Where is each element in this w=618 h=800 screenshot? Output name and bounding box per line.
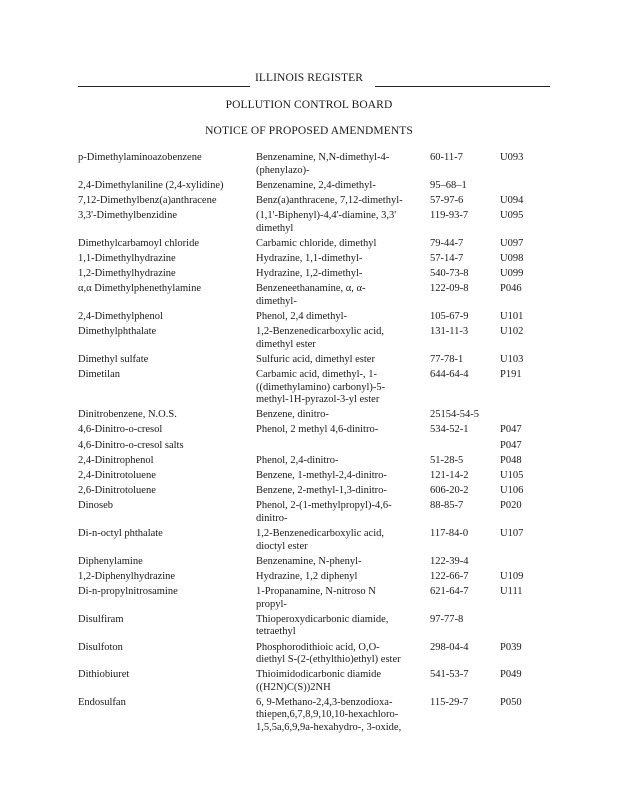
- synonym-line: Phenol, 2-(1-methylpropyl)-4,6-: [256, 500, 392, 512]
- notice-title: NOTICE OF PROPOSED AMENDMENTS: [205, 125, 413, 137]
- synonym-line: methyl-1H-pyrazol-3-yl ester: [256, 394, 380, 406]
- waste-code: U106: [500, 485, 524, 497]
- chemical-synonym: [256, 180, 428, 193]
- board-title: POLLUTION CONTROL BOARD: [225, 99, 393, 111]
- cas-number: 105-67-9: [430, 311, 469, 322]
- synonym-line: dimethyl: [256, 222, 294, 234]
- cas-number: 644-64-4: [430, 369, 469, 381]
- chemical-synonym: [256, 586, 428, 611]
- chemical-synonym: [256, 485, 428, 498]
- substance-name: Dimetilan: [78, 369, 120, 381]
- chemical-synonym: [256, 470, 428, 483]
- synonym-line: dimethyl ester: [256, 338, 316, 350]
- substance-name: 7,12-Dimethylbenz(a)anthracene: [78, 194, 217, 206]
- synonym-line: Benzenamine, N-phenyl-: [256, 555, 362, 567]
- cas-number: 115-29-7: [430, 696, 469, 708]
- cas-number: 122-09-8: [430, 283, 469, 295]
- chemical-synonym: [256, 424, 428, 437]
- synonym-line: 6, 9-Methano-2,4,3-benzodioxa-: [256, 696, 393, 708]
- table-row: [0, 455, 618, 470]
- table-row: [0, 485, 618, 500]
- cas-number: 541-53-7: [430, 669, 469, 681]
- chemical-synonym: [256, 354, 428, 367]
- substance-name: Di-n-octyl phthalate: [78, 528, 163, 540]
- substance-name: 2,4-Dinitrotoluene: [78, 470, 156, 481]
- synonym-line: dimethyl-: [256, 295, 297, 307]
- cas-number: 131-11-3: [430, 326, 469, 338]
- cas-number: 95–68–1: [430, 179, 467, 191]
- cas-number: 534-52-1: [430, 424, 469, 436]
- substance-name: 1,2-Dimethylhydrazine: [78, 268, 176, 280]
- chemical-synonym: [256, 369, 428, 407]
- table-row: [0, 268, 618, 283]
- table-row: [0, 369, 618, 409]
- synonym-line: 1,5,5a,6,9,9a-hexahydro-, 3-oxide,: [256, 721, 402, 733]
- chemical-synonym: [256, 210, 428, 235]
- substance-name: Endosulfan: [78, 696, 126, 708]
- waste-code: P050: [500, 696, 522, 708]
- waste-code: P020: [500, 500, 522, 512]
- synonym-line: propyl-: [256, 598, 287, 610]
- substance-name: 2,4-Dimethylaniline (2,4-xylidine): [78, 179, 224, 191]
- header-rule-left: [78, 86, 250, 87]
- table-row: [0, 311, 618, 326]
- chemical-synonym: [256, 642, 428, 667]
- table-row: [0, 424, 618, 439]
- substance-name: Di-n-propylnitrosamine: [78, 586, 178, 598]
- cas-number: 117-84-0: [430, 528, 469, 540]
- waste-code: U107: [500, 528, 524, 540]
- synonym-line: diethyl S-(2-(ethylthio)ethyl) ester: [256, 654, 401, 665]
- substance-name: Dinitrobenzene, N.O.S.: [78, 409, 177, 421]
- synonym-line: Hydrazine, 1,1-dimethyl-: [256, 252, 363, 264]
- substance-name: Dimethylphthalate: [78, 326, 157, 338]
- synonym-line: Phenol, 2,4-dinitro-: [256, 454, 339, 466]
- substance-name: Disulfoton: [78, 641, 123, 653]
- table-row: [0, 195, 618, 210]
- substance-name: 3,3'-Dimethylbenzidine: [78, 210, 177, 222]
- substance-name: 4,6-Dinitro-o-cresol salts: [78, 439, 184, 451]
- hazardous-substances-table: [0, 152, 618, 737]
- table-row: [0, 152, 618, 180]
- substance-name: p-Dimethylaminoazobenzene: [78, 152, 202, 163]
- substance-name: 1,2-Diphenylhydrazine: [78, 570, 176, 582]
- table-row: [0, 528, 618, 556]
- waste-code: U102: [500, 326, 524, 338]
- cas-number: 97-77-8: [430, 613, 464, 625]
- synonym-line: Phenol, 2,4 dimethyl-: [256, 311, 347, 322]
- waste-code: U093: [500, 152, 524, 163]
- substance-name: 1,1-Dimethylhydrazine: [78, 252, 176, 264]
- chemical-synonym: [256, 253, 428, 266]
- synonym-line: Benzene, 1-methyl-2,4-dinitro-: [256, 470, 387, 481]
- waste-code: P047: [500, 439, 522, 451]
- chemical-synonym: [256, 556, 428, 569]
- waste-code: U103: [500, 353, 524, 365]
- synonym-line: Benzene, dinitro-: [256, 409, 329, 421]
- synonym-line: 1,2-Benzenedicarboxylic acid,: [256, 528, 384, 540]
- table-row: [0, 253, 618, 268]
- synonym-line: Benzenamine, 2,4-dimethyl-: [256, 179, 376, 191]
- table-row: [0, 642, 618, 670]
- chemical-synonym: [256, 311, 428, 324]
- substance-name: Dinoseb: [78, 500, 113, 512]
- cas-number: 606-20-2: [430, 485, 469, 497]
- substance-name: 2,4-Dimethylphenol: [78, 311, 163, 322]
- substance-name: Dimethylcarbamoyl chloride: [78, 237, 200, 249]
- synonym-line: dioctyl ester: [256, 540, 308, 552]
- synonym-line: Benz(a)anthracene, 7,12-dimethyl-: [256, 194, 403, 206]
- synonym-line: 1,2-Benzenedicarboxylic acid,: [256, 326, 384, 338]
- register-title: ILLINOIS REGISTER: [254, 72, 364, 84]
- cas-number: 88-85-7: [430, 500, 464, 512]
- chemical-synonym: [256, 238, 428, 251]
- chemical-synonym: [256, 500, 428, 525]
- waste-code: P191: [500, 369, 522, 381]
- table-row: [0, 354, 618, 369]
- table-row: [0, 571, 618, 586]
- cas-number: 79-44-7: [430, 237, 464, 249]
- waste-code: U101: [500, 311, 524, 322]
- table-row: [0, 283, 618, 311]
- cas-number: 540-73-8: [430, 268, 469, 280]
- synonym-line: Carbamic acid, dimethyl-, 1-: [256, 369, 378, 381]
- waste-code: U109: [500, 570, 524, 582]
- cas-number: 298-04-4: [430, 641, 469, 653]
- synonym-line: Sulfuric acid, dimethyl ester: [256, 353, 375, 365]
- substance-name: Dimethyl sulfate: [78, 353, 149, 365]
- table-row: [0, 470, 618, 485]
- cas-number: 621-64-7: [430, 586, 469, 598]
- synonym-line: Benzeneethanamine, α, α-: [256, 283, 366, 295]
- waste-code: U099: [500, 268, 524, 280]
- header-rule-right: [375, 86, 550, 87]
- chemical-synonym: [256, 195, 428, 208]
- cas-number: 121-14-2: [430, 470, 469, 481]
- substance-name: Dithiobiuret: [78, 669, 130, 681]
- chemical-synonym: [256, 571, 428, 584]
- waste-code: P047: [500, 424, 522, 436]
- substance-name: 4,6-Dinitro-o-cresol: [78, 424, 163, 436]
- synonym-line: Benzenamine, N,N-dimethyl-4-: [256, 152, 390, 163]
- table-row: [0, 586, 618, 614]
- waste-code: U097: [500, 237, 524, 249]
- synonym-line: tetraethyl: [256, 626, 296, 638]
- chemical-synonym: [256, 455, 428, 468]
- synonym-line: dinitro-: [256, 512, 288, 524]
- table-row: [0, 210, 618, 238]
- cas-number: 57-14-7: [430, 252, 464, 264]
- chemical-synonym: [256, 669, 428, 694]
- waste-code: P048: [500, 454, 522, 466]
- chemical-synonym: [256, 409, 428, 422]
- synonym-line: thiepen,6,7,8,9,10,10-hexachloro-: [256, 709, 399, 721]
- cas-number: 77-78-1: [430, 353, 464, 365]
- chemical-synonym: [256, 326, 428, 351]
- table-row: [0, 180, 618, 195]
- synonym-line: Benzene, 2-methyl-1,3-dinitro-: [256, 485, 387, 497]
- synonym-line: (phenylazo)-: [256, 164, 310, 176]
- cas-number: 51-28-5: [430, 454, 464, 466]
- chemical-synonym: [256, 528, 428, 553]
- synonym-line: Phenol, 2 methyl 4,6-dinitro-: [256, 424, 379, 436]
- chemical-synonym: [256, 152, 428, 177]
- cas-number: 60-11-7: [430, 152, 463, 163]
- table-row: [0, 440, 618, 455]
- synonym-line: ((dimethylamino) carbonyl)-5-: [256, 381, 386, 393]
- chemical-synonym: [256, 614, 428, 639]
- synonym-line: 1-Propanamine, N-nitroso N: [256, 586, 376, 598]
- cas-number: 119-93-7: [430, 210, 469, 222]
- substance-name: 2,4-Dinitrophenol: [78, 454, 154, 466]
- substance-name: 2,6-Dinitrotoluene: [78, 485, 156, 497]
- table-row: [0, 697, 618, 737]
- waste-code: U094: [500, 194, 524, 206]
- table-row: [0, 614, 618, 642]
- waste-code: P039: [500, 641, 522, 653]
- substance-name: α,α Dimethylphenethylamine: [78, 283, 201, 295]
- table-row: [0, 409, 618, 424]
- synonym-line: Phosphorodithioic acid, O,O-: [256, 641, 380, 653]
- cas-number: 122-39-4: [430, 555, 469, 567]
- waste-code: U111: [500, 586, 523, 598]
- synonym-line: (1,1'-Biphenyl)-4,4'-diamine, 3,3': [256, 210, 397, 222]
- chemical-synonym: [256, 697, 428, 735]
- substance-name: Diphenylamine: [78, 555, 143, 567]
- cas-number: 25154-54-5: [430, 409, 479, 421]
- synonym-line: Hydrazine, 1,2-dimethyl-: [256, 268, 363, 280]
- waste-code: P046: [500, 283, 522, 295]
- synonym-line: Thioimidodicarbonic diamide: [256, 669, 382, 681]
- cas-number: 122-66-7: [430, 570, 469, 582]
- waste-code: P049: [500, 669, 522, 681]
- table-row: [0, 326, 618, 354]
- chemical-synonym: [256, 268, 428, 281]
- cas-number: 57-97-6: [430, 194, 464, 206]
- waste-code: U105: [500, 470, 524, 481]
- substance-name: Disulfiram: [78, 613, 124, 625]
- table-row: [0, 669, 618, 697]
- synonym-line: Carbamic chloride, dimethyl: [256, 237, 377, 249]
- table-row: [0, 238, 618, 253]
- waste-code: U098: [500, 252, 524, 264]
- table-row: [0, 500, 618, 528]
- waste-code: U095: [500, 210, 524, 222]
- chemical-synonym: [256, 283, 428, 308]
- table-row: [0, 556, 618, 571]
- synonym-line: Hydrazine, 1,2 diphenyl: [256, 570, 358, 582]
- synonym-line: ((H2N)C(S))2NH: [256, 681, 331, 693]
- synonym-line: Thioperoxydicarbonic diamide,: [256, 613, 389, 625]
